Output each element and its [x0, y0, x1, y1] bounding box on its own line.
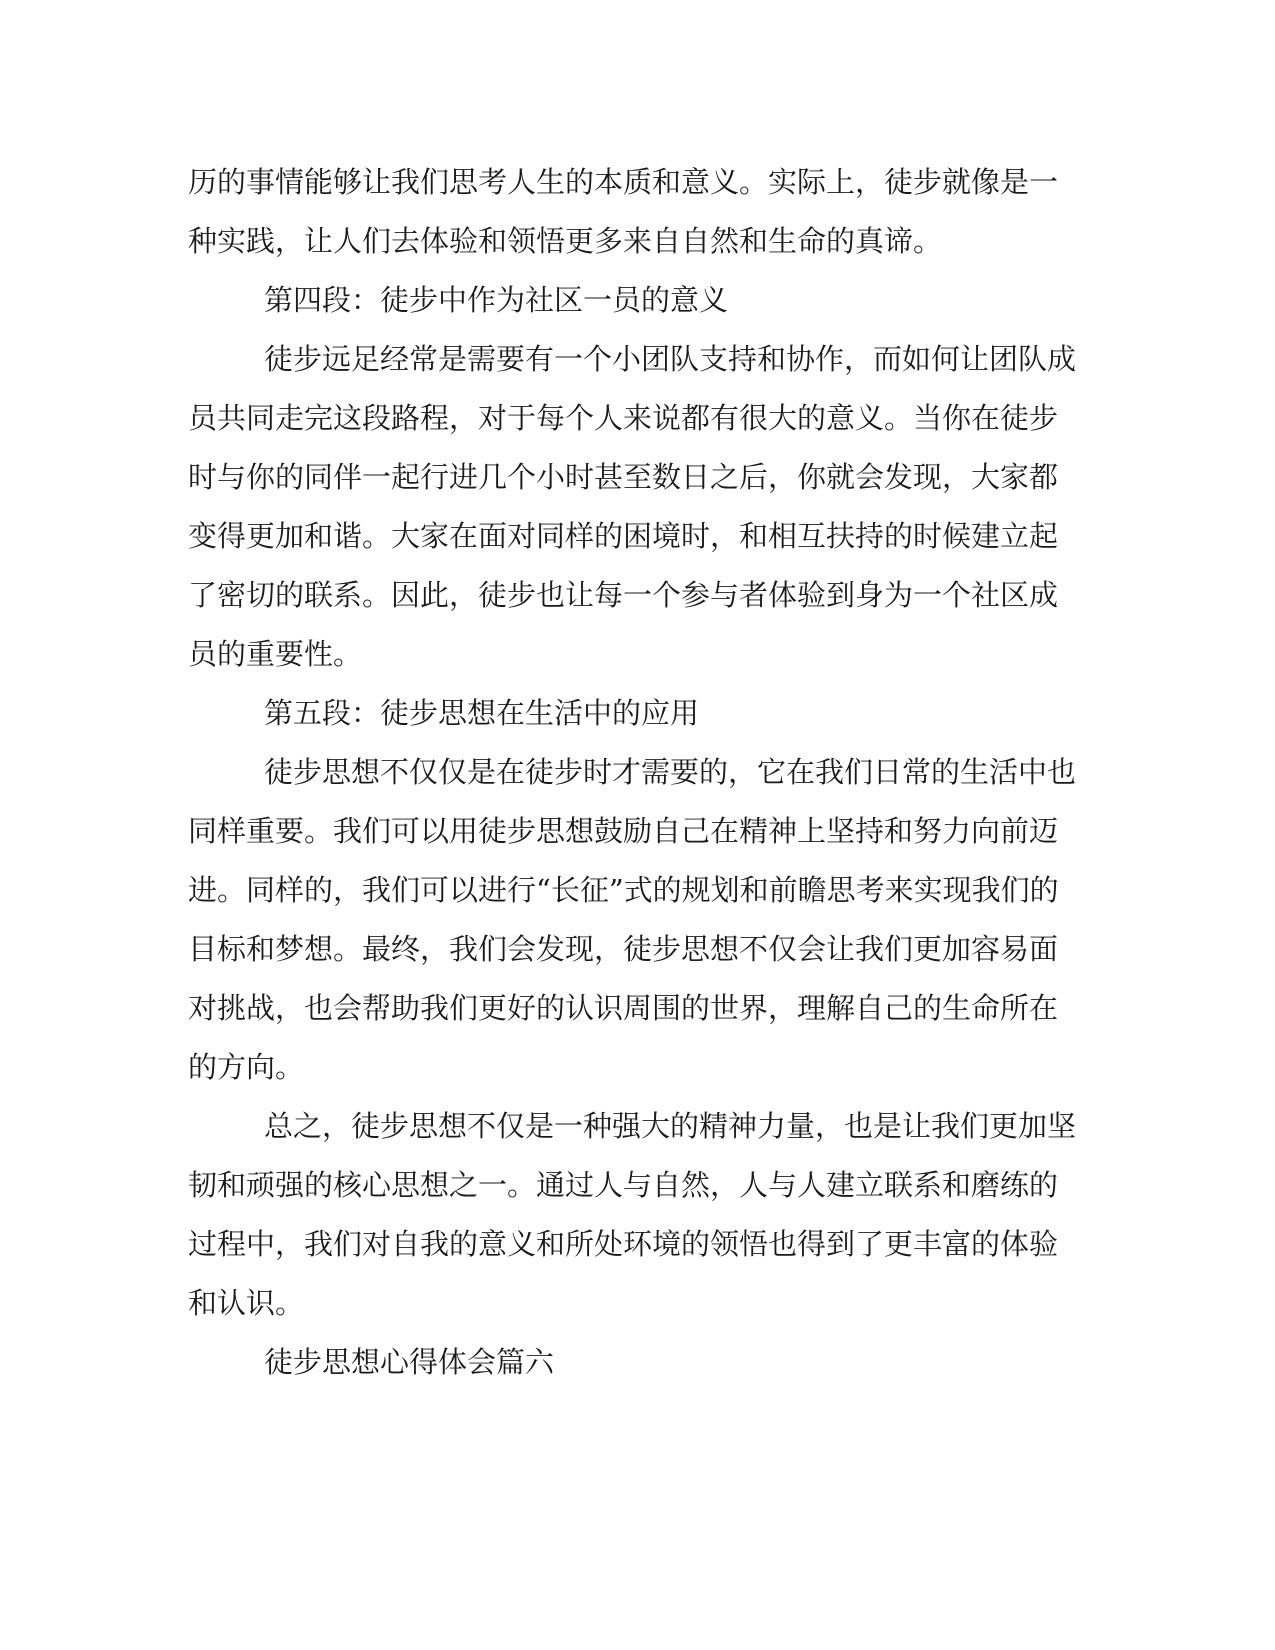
text-line: 和认识。: [188, 1286, 305, 1320]
text-line: 员的重要性。: [188, 637, 363, 671]
text-line: 徒步远足经常是需要有一个小团队支持和协作，而如何让团队成: [264, 342, 1077, 376]
text-line: 徒步思想不仅仅是在徒步时才需要的，它在我们日常的生活中也: [264, 755, 1077, 789]
text-line: 变得更加和谐。大家在面对同样的困境时，和相互扶持的时候建立起: [188, 519, 1059, 553]
text-line: 的方向。: [188, 1050, 305, 1084]
text-line: 种实践，让人们去体验和领悟更多来自自然和生命的真谛。: [188, 224, 943, 258]
text-line: 了密切的联系。因此，徒步也让每一个参与者体验到身为一个社区成: [188, 578, 1059, 612]
text-line: 韧和顽强的核心思想之一。通过人与自然，人与人建立联系和磨练的: [188, 1168, 1059, 1202]
text-line: 员共同走完这段路程，对于每个人来说都有很大的意义。当你在徒步: [188, 401, 1059, 435]
text-line: 总之，徒步思想不仅是一种强大的精神力量，也是让我们更加坚: [264, 1109, 1077, 1143]
text-line: 历的事情能够让我们思考人生的本质和意义。实际上，徒步就像是一: [188, 165, 1059, 199]
section-heading-4: 第四段：徒步中作为社区一员的意义: [264, 283, 729, 317]
section-heading-5: 第五段：徒步思想在生活中的应用: [264, 696, 700, 730]
text-line: 时与你的同伴一起行进几个小时甚至数日之后，你就会发现，大家都: [188, 460, 1059, 494]
text-line: 对挑战，也会帮助我们更好的认识周围的世界，理解自己的生命所在: [188, 991, 1059, 1025]
text-line: 目标和梦想。最终，我们会发现，徒步思想不仅会让我们更加容易面: [188, 932, 1059, 966]
section-title-6: 徒步思想心得体会篇六: [264, 1345, 555, 1379]
text-line: 同样重要。我们可以用徒步思想鼓励自己在精神上坚持和努力向前迈: [188, 814, 1059, 848]
text-line: 进。同样的，我们可以进行“长征”式的规划和前瞻思考来实现我们的: [188, 873, 1059, 907]
text-line: 过程中，我们对自我的意义和所处环境的领悟也得到了更丰富的体验: [188, 1227, 1059, 1261]
